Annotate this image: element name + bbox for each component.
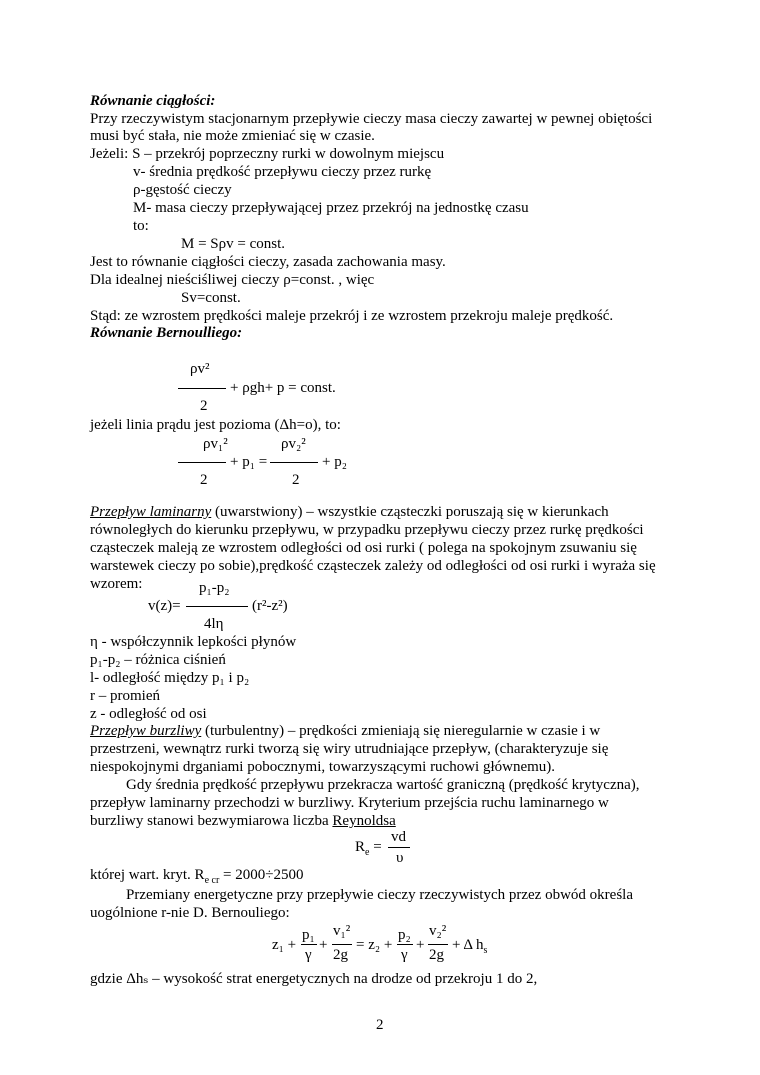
fraction-line	[178, 388, 226, 389]
equation-mass: M = Sρv = const.	[181, 236, 285, 252]
term-laminar: Przepływ laminarny	[90, 504, 212, 520]
paragraph-line: niespokojnymi drganiami pobocznymi, towarzyszącymi ruchowi głównemu).	[90, 759, 556, 775]
paragraph-line: przepływ laminarny przechodzi w burzliwy. Kryterium przejścia ruchu laminarnego w	[90, 795, 609, 811]
reynolds-critical-label: której wart. kryt. R	[90, 867, 205, 883]
page-number: 2	[376, 1017, 384, 1033]
reynolds-subscript: e	[365, 847, 370, 858]
reynolds-symbol: R	[355, 839, 366, 855]
definition-to: to:	[133, 218, 149, 234]
paragraph-line	[90, 503, 609, 521]
paragraph-line: równoległych do kierunku przepływu, w przypadku przepływu cieczy przez rurkę prędkości	[90, 522, 644, 538]
reynolds-critical-value: = 2000÷2500	[219, 867, 304, 883]
bernoulli-denominator: 2	[200, 398, 208, 414]
term-turbulent: Przepływ burzliwy	[90, 723, 202, 739]
turbulent-definition: (turbulentny) – prędkości zmieniają się nieregularnie w czasie i w	[201, 723, 601, 739]
bernoulli2-denominator-2: 2	[292, 472, 300, 488]
definition-s: Jeżeli: S – przekrój poprzeczny rurki w dowolnym miejscu	[90, 146, 445, 162]
gb-gamma1: γ	[305, 947, 312, 963]
bernoulli-rest: + ρgh+ p = const.	[230, 380, 336, 396]
legend-p: p₁-p₂ – różnica ciśnień	[90, 652, 226, 668]
reynolds-denominator: υ	[396, 850, 404, 866]
paragraph-line: cząsteczek maleją ze wzrostem odległości od osi rurki ( polega na spokojnym zsuwaniu się	[90, 540, 637, 556]
definition-m: M- masa cieczy przepływającej przez przekrój na jednostkę czasu	[133, 200, 529, 216]
reynolds-term: Reynoldsa	[332, 813, 396, 829]
fraction-line	[428, 944, 448, 945]
reynolds-numerator: vd	[391, 829, 406, 845]
paragraph-line: Dla idealnej nieściśliwej cieczy ρ=const. , więc	[90, 272, 375, 288]
gb-mid: = z₂ +	[356, 937, 393, 953]
legend-l: l- odległość między p₁ i p₂	[90, 670, 250, 686]
gb-end	[452, 936, 487, 960]
vz-lhs: v(z)=	[148, 598, 181, 614]
paragraph-line: wzorem:	[90, 576, 143, 592]
fraction-line	[388, 847, 410, 848]
gb-v1: v₁²	[333, 923, 351, 939]
bernoulli2-denominator-1: 2	[200, 472, 208, 488]
fraction-line	[178, 462, 226, 463]
paragraph-line: uogólnione r-nie D. Bernouliego:	[90, 905, 290, 921]
gb-p2: p₂	[398, 927, 411, 943]
gb-delta-h: + Δ h	[452, 937, 484, 953]
gb-subscript: s	[483, 945, 488, 956]
bernoulli2-numerator-2: ρv₂²	[281, 436, 306, 452]
reynolds-critical-subscript: e cr	[204, 875, 220, 886]
fraction-line	[332, 944, 352, 945]
paragraph-line: jeżeli linia prądu jest pozioma (Δh=o), to:	[90, 417, 341, 433]
fraction-line	[301, 944, 317, 945]
bernoulli-numerator: ρv²	[190, 361, 210, 377]
fraction-line	[270, 462, 318, 463]
definition-v: v- średnia prędkość przepływu cieczy przez rurkę	[133, 164, 432, 180]
heading-continuity: Równanie ciągłości:	[90, 93, 216, 109]
gb-v2: v₂²	[429, 923, 447, 939]
gb-p1: p₁	[302, 927, 315, 943]
paragraph-line	[90, 722, 600, 740]
legend-z: z - odległość od osi	[90, 706, 207, 722]
legend-eta: η - współczynnik lepkości płynów	[90, 634, 297, 650]
gb-gamma2: γ	[401, 947, 408, 963]
paragraph-line: gdzie Δhₛ – wysokość strat energetycznych na drodze od przekroju 1 do 2,	[90, 971, 538, 987]
paragraph-line: przestrzeni, wewnątrz rurki tworzą się wiry utrudniające przepływ, (charakteryzuje się	[90, 741, 609, 757]
gb-2g1: 2g	[333, 947, 348, 963]
paragraph-line: Stąd: ze wzrostem prędkości maleje przekrój i ze wzrostem przekroju maleje prędkość.	[90, 308, 614, 324]
heading-bernoulli: Równanie Bernoulliego:	[90, 325, 243, 341]
gb-2g2: 2g	[429, 947, 444, 963]
bernoulli2-mid: + p₁ =	[230, 454, 268, 470]
gb-plus: +	[416, 937, 425, 953]
paragraph-line: Przemiany energetyczne przy przepływie cieczy rzeczywistych przez obwód określa	[126, 887, 633, 903]
fraction-line	[186, 606, 248, 607]
equation-sv: Sv=const.	[181, 290, 241, 306]
vz-numerator: p₁-p₂	[199, 580, 230, 596]
paragraph-line	[90, 812, 396, 830]
gb-z1: z₁ +	[272, 937, 297, 953]
reynolds-intro: burzliwy stanowi bezwymiarowa liczba	[90, 813, 333, 829]
vz-denominator: 4lη	[204, 616, 224, 632]
reynolds-lhs	[355, 838, 382, 862]
gb-plus: +	[319, 937, 328, 953]
fraction-line	[397, 944, 413, 945]
laminar-definition: (uwarstwiony) – wszystkie cząsteczki poruszają się w kierunkach	[211, 504, 609, 520]
paragraph-line: warstewek cieczy po sobie),prędkość cząsteczek zależy od odległości od osi rurki i wyraża się	[90, 558, 656, 574]
bernoulli2-end: + p₂	[322, 454, 347, 470]
paragraph-line: Przy rzeczywistym stacjonarnym przepływie cieczy masa cieczy zawartej w pewnej obiętości	[90, 111, 653, 127]
paragraph-line: musi być stała, nie może zmieniać się w czasie.	[90, 128, 375, 144]
bernoulli2-numerator-1: ρv₁²	[203, 436, 228, 452]
paragraph-line: Jest to równanie ciągłości cieczy, zasada zachowania masy.	[90, 254, 446, 270]
definition-rho: ρ-gęstość cieczy	[133, 182, 232, 198]
paragraph-line: Gdy średnia prędkość przepływu przekracza wartość graniczną (prędkość krytyczna),	[126, 777, 640, 793]
reynolds-equals: =	[369, 839, 382, 855]
vz-rhs: (r²-z²)	[252, 598, 288, 614]
legend-r: r – promień	[90, 688, 160, 704]
